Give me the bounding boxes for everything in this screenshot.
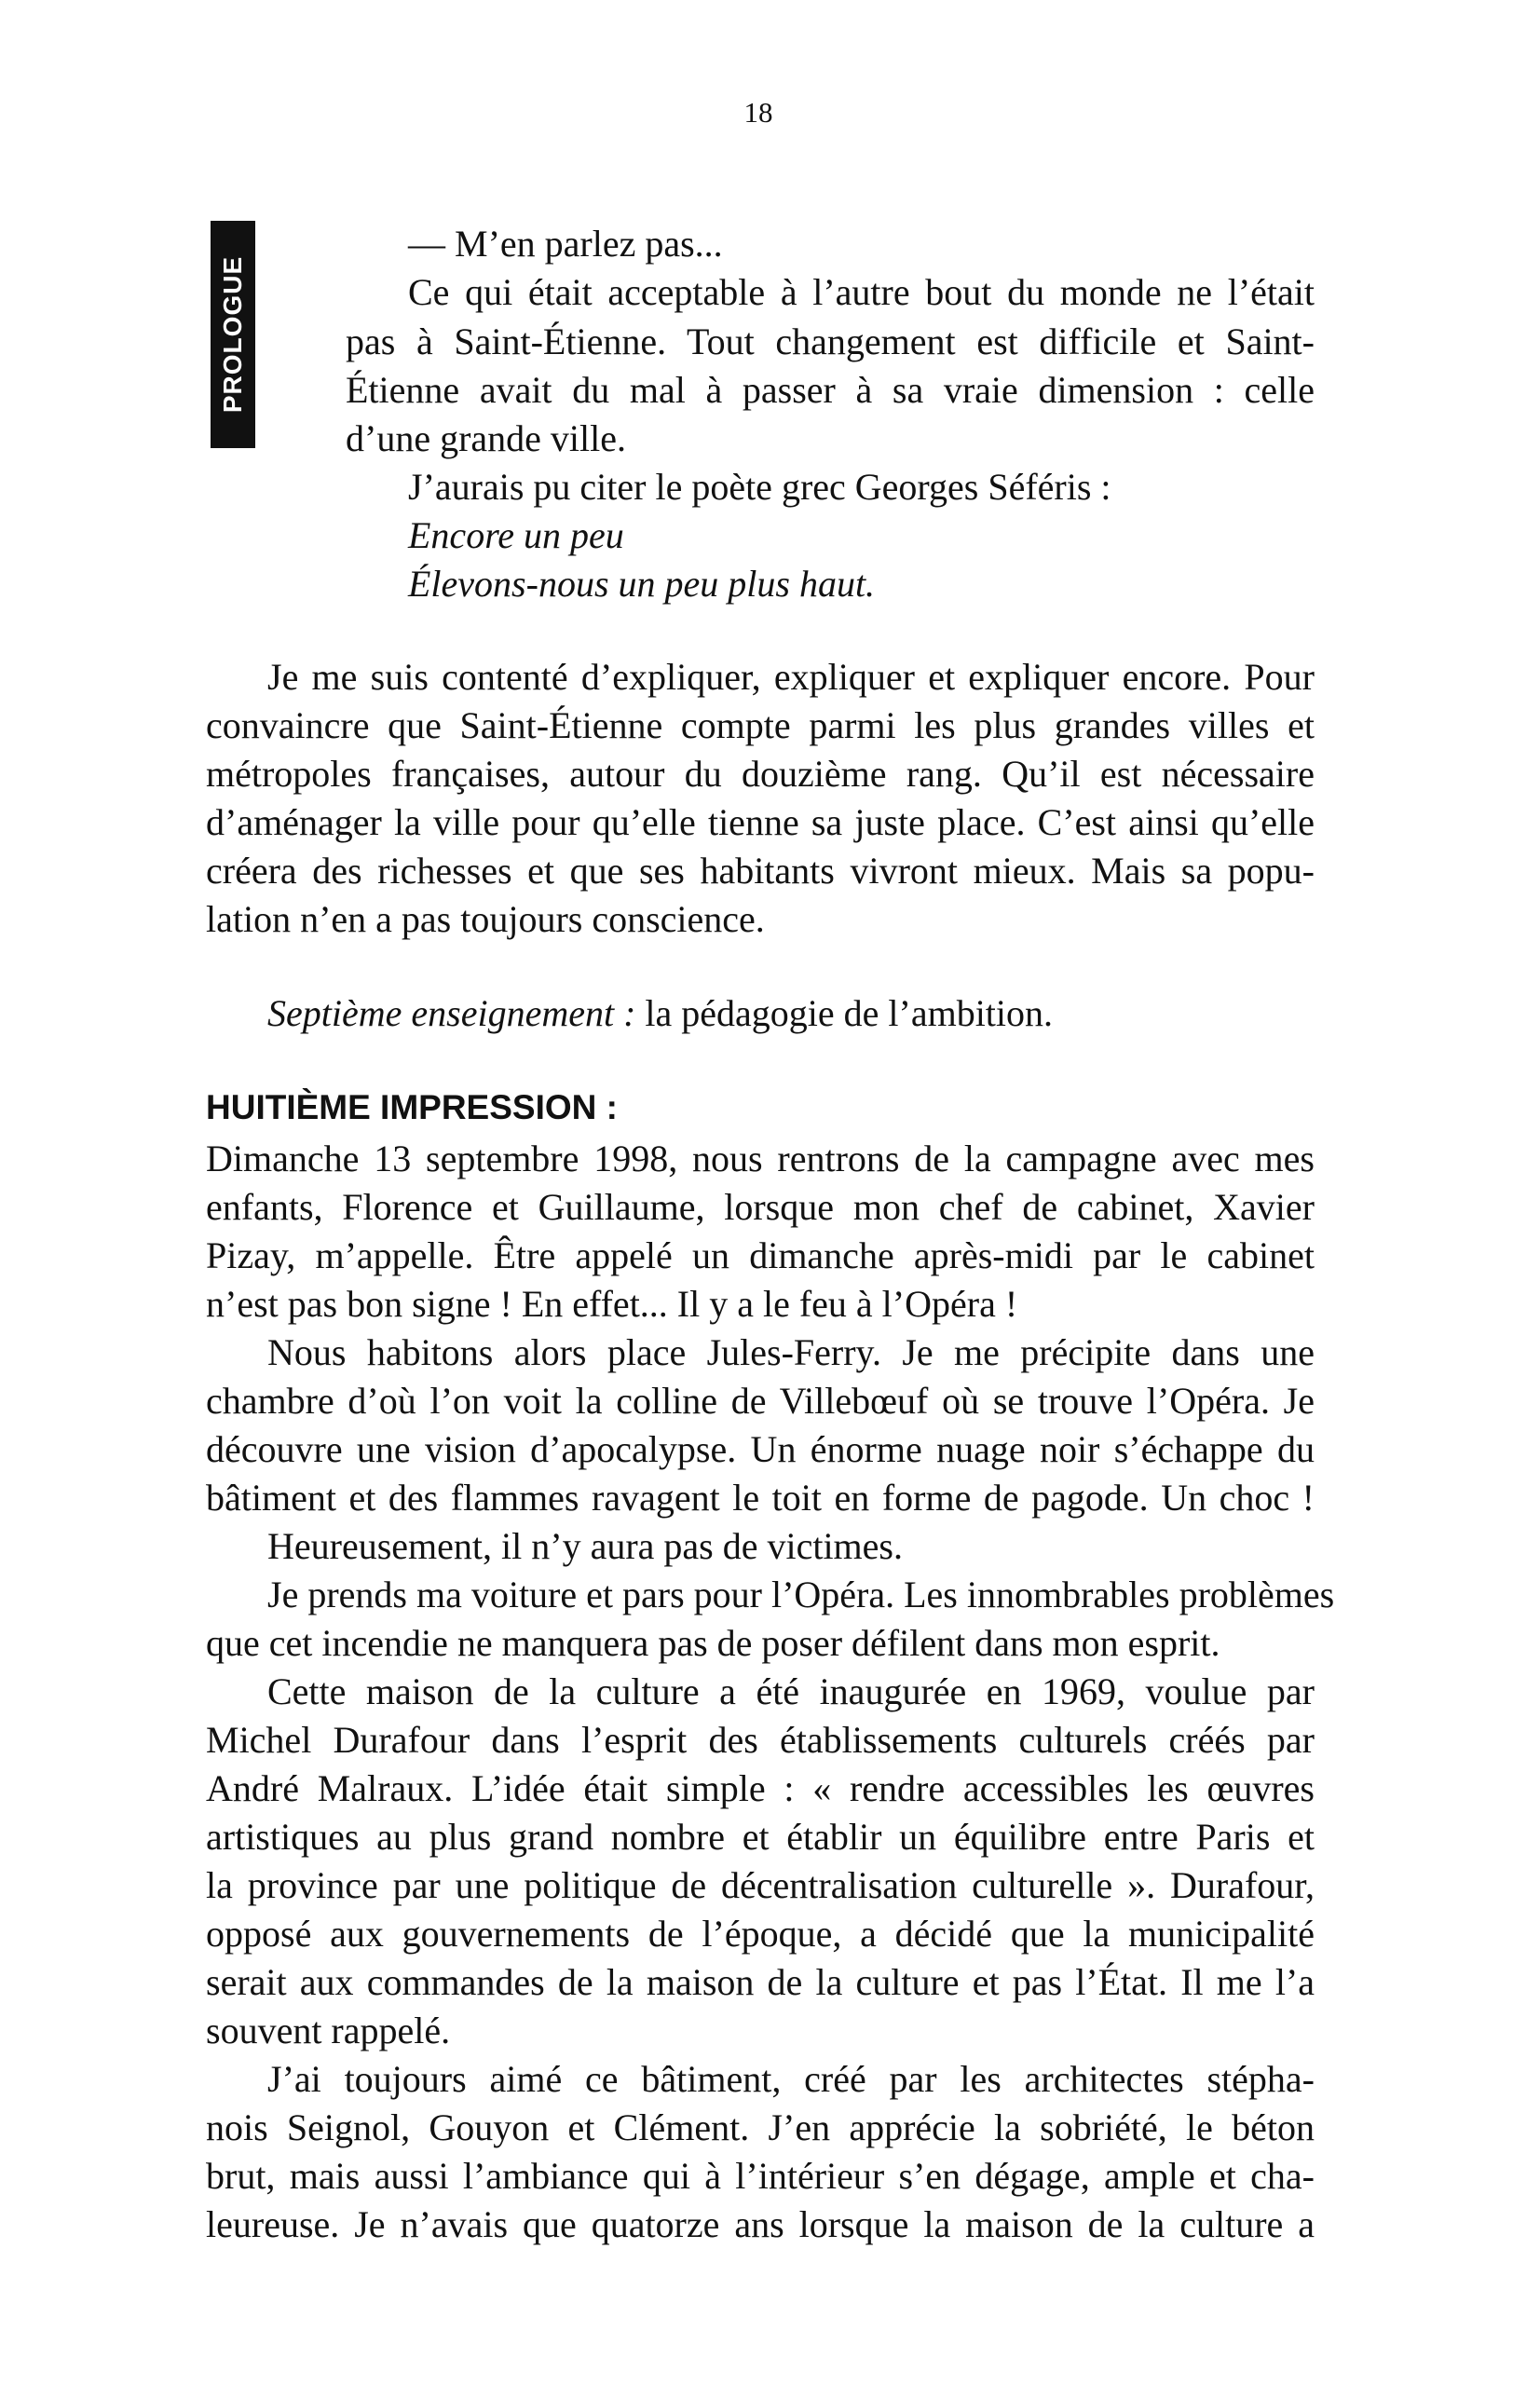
body-line: enfants, Florence et Guillaume, lorsque mon chef de cabinet, Xavier [206, 1186, 1315, 1228]
quote-line: Ce qui était acceptable à l’autre bout du monde ne l’était [408, 271, 1315, 313]
page-number: 18 [743, 96, 773, 129]
body-line: que cet incendie ne manquera pas de poser défilent dans mon esprit. [206, 1622, 1220, 1664]
body-line: André Malraux. L’idée était simple : « rendre accessibles les œuvres [206, 1767, 1315, 1809]
body-line: brut, mais aussi l’ambiance qui à l’intérieur s’en dégage, ample et cha- [206, 2155, 1315, 2197]
section-heading: HUITIÈME IMPRESSION : [206, 1088, 618, 1126]
body-line: artistiques au plus grand nombre et établir un équilibre entre Paris et [206, 1816, 1315, 1858]
poem-line: Encore un peu [408, 514, 624, 556]
body-line: Nous habitons alors place Jules-Ferry. Je me précipite dans une [267, 1331, 1315, 1373]
quote-line: d’une grande ville. [346, 417, 626, 459]
body-line: chambre d’où l’on voit la colline de Villebœuf où se trouve l’Opéra. Je [206, 1380, 1315, 1422]
body-line: n’est pas bon signe ! En effet... Il y a le feu à l’Opéra ! [206, 1283, 1018, 1325]
section-tab-label: PROLOGUE [218, 255, 247, 414]
paragraph-line: lation n’en a pas toujours conscience. [206, 898, 765, 940]
body-line: souvent rappelé. [206, 2010, 451, 2051]
body-line: leureuse. Je n’avais que quatorze ans lorsque la maison de la culture a [206, 2203, 1315, 2245]
poem-line: Élevons-nous un peu plus haut. [408, 563, 876, 605]
lesson-text: la pédagogie de l’ambition. [635, 992, 1054, 1034]
body-line: découvre une vision d’apocalypse. Un énorme nuage noir s’échappe du [206, 1428, 1315, 1470]
body-line: Cette maison de la culture a été inaugurée en 1969, voulue par [267, 1670, 1315, 1712]
body-line: serait aux commandes de la maison de la culture et pas l’État. Il me l’a [206, 1961, 1315, 2003]
paragraph-line: Je me suis contenté d’expliquer, expliquer et expliquer encore. Pour [267, 656, 1315, 698]
body-line: Pizay, m’appelle. Être appelé un dimanche après-midi par le cabinet [206, 1234, 1315, 1276]
lesson-line [267, 989, 1053, 1038]
body-line: Je prends ma voiture et pars pour l’Opéra. Les innombrables problèmes [267, 1574, 1335, 1615]
quote-line: J’aurais pu citer le poète grec Georges Séféris : [408, 466, 1111, 508]
body-line: opposé aux gouvernements de l’époque, a décidé que la municipalité [206, 1913, 1315, 1955]
body-line: bâtiment et des flammes ravagent le toit en forme de pagode. Un choc ! [206, 1477, 1315, 1519]
paragraph-line: métropoles françaises, autour du douzième rang. Qu’il est nécessaire [206, 753, 1315, 795]
body-line: nois Seignol, Gouyon et Clément. J’en apprécie la sobriété, le béton [206, 2106, 1315, 2148]
paragraph-line: créera des richesses et que ses habitants vivront mieux. Mais sa popu- [206, 850, 1315, 892]
lesson-label: Septième enseignement : [267, 992, 636, 1034]
quote-line: Étienne avait du mal à passer à sa vraie dimension : celle [346, 369, 1315, 411]
paragraph-line: d’aménager la ville pour qu’elle tienne sa juste place. C’est ainsi qu’elle [206, 801, 1315, 843]
quote-line: pas à Saint-Étienne. Tout changement est difficile et Saint- [346, 320, 1315, 362]
body-line: la province par une politique de décentralisation culturelle ». Durafour, [206, 1864, 1315, 1906]
body-line: Heureusement, il n’y aura pas de victimes. [267, 1525, 903, 1567]
body-line: J’ai toujours aimé ce bâtiment, créé par les architectes stépha- [267, 2058, 1315, 2100]
body-line: Michel Durafour dans l’esprit des établissements culturels créés par [206, 1719, 1315, 1761]
quote-line: — M’en parlez pas... [408, 223, 723, 265]
body-line: Dimanche 13 septembre 1998, nous rentrons de la campagne avec mes [206, 1138, 1315, 1179]
paragraph-line: convaincre que Saint-Étienne compte parmi les plus grandes villes et [206, 704, 1315, 746]
